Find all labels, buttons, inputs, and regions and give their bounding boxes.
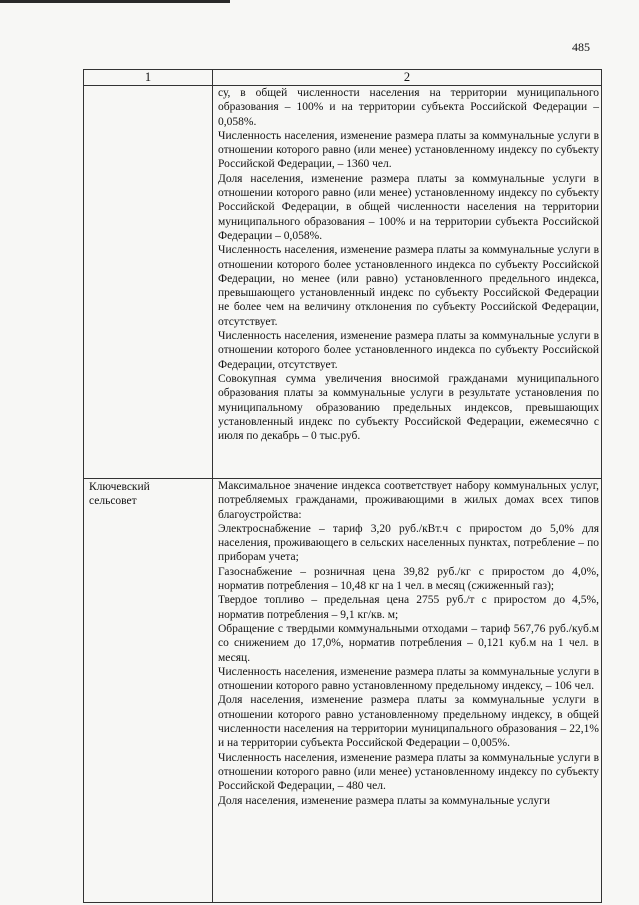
paragraph: Численность населения, изменение размера платы за коммунальные услуги в отношении которого равно (или менее) установленному индексу по субъекту Российской Федерации, – 1360 чел. <box>218 129 599 171</box>
description-cell <box>213 479 602 903</box>
paragraph: Численность населения, изменение размера платы за коммунальные услуги в отношении которого равно установленному предельному индексу, – 106 чел. <box>218 665 599 693</box>
description-text <box>213 86 601 443</box>
description-text <box>213 479 601 808</box>
municipality-name-line: Ключевский <box>89 481 150 493</box>
paragraph: Обращение с твердыми коммунальными отходами – тариф 567,76 руб./куб.м со снижением до 17,0%, норматив потребления – 0,121 куб.м на 1 чел. в месяц. <box>218 622 599 664</box>
description-cell <box>213 86 602 479</box>
paragraph: Доля населения, изменение размера платы за коммунальные услуги <box>218 794 551 807</box>
column-header-2: 2 <box>213 70 602 86</box>
paragraph: Доля населения, изменение размера платы за коммунальные услуги в отношении которого равно (или менее) установленному индексу по субъекту Российской Федерации, в общей численности населения на территории муниципального образования – 100% и на территории субъекта Российской Федерации – 0,058%. <box>218 172 599 242</box>
paragraph: Численность населения, изменение размера платы за коммунальные услуги в отношении которого равно (или менее) установленному индексу по субъекту Российской Федерации, – 480 чел. <box>218 751 599 793</box>
paragraph: Численность населения, изменение размера платы за коммунальные услуги в отношении которого более установленного индекса по субъекту Российской Федерации, но менее (или равно) установленного предельного индекса, превышающего установленный индекс по субъекту Российской Федерации не более чем на величину отклонения по субъекту Российской Федерации, отсутствует. <box>218 244 599 328</box>
paragraph: Твердое топливо – предельная цена 2755 руб./т с приростом до 4,5%, норматив потребления – 9,1 кг/кв. м; <box>218 594 599 621</box>
municipality-name-line: сельсовет <box>89 495 137 508</box>
paragraph: Электроснабжение – тариф 3,20 руб./кВт.ч с приростом до 5,0% для населения, проживающего в сельских населенных пунктах, потребление – по приборам учета; <box>218 522 599 564</box>
municipality-name <box>84 479 212 509</box>
municipality-cell <box>84 86 213 479</box>
paragraph: Совокупная сумма увеличения вносимой гражданами муниципального образования платы за коммунальные услуги в результате установления по муниципальному образованию предельных индексов, превышающих установленный индекс по субъекту Российской Федерации, ежемесячно с июля по декабрь – 0 тыс.руб. <box>218 372 599 443</box>
paragraph: Численность населения, изменение размера платы за коммунальные услуги в отношении которого более установленного индекса по субъекту Российской Федерации, отсутствует. <box>218 330 599 371</box>
table-row <box>84 86 602 479</box>
municipality-name <box>84 86 212 87</box>
paragraph: Максимальное значение индекса соответствует набору коммунальных услуг, потребляемых гражданами, проживающими в жилых домах всех типов благоустройства: <box>218 480 599 521</box>
page-number: 485 <box>572 40 590 54</box>
table-header-row <box>84 70 602 86</box>
column-header-1: 1 <box>84 70 213 86</box>
paragraph: Газоснабжение – розничная цена 39,82 руб./кг с приростом до 4,0%, норматив потребления – 10,48 кг на 1 чел. в месяц (сжиженный газ); <box>218 565 599 593</box>
paragraph: су, в общей численности населения на территории муниципального образования – 100% и на территории субъекта Российской Федерации – 0,058%. <box>218 87 599 128</box>
document-table <box>83 69 602 903</box>
scan-edge-mark <box>0 0 230 3</box>
table-row <box>84 479 602 903</box>
municipality-cell <box>84 479 213 903</box>
paragraph: Доля населения, изменение размера платы за коммунальные услуги в отношении которого равно установленному предельному индексу, в общей численности населения на территории муниципального образования – 22,1% и на территории субъекта Российской Федерации – 0,005%. <box>218 694 599 750</box>
